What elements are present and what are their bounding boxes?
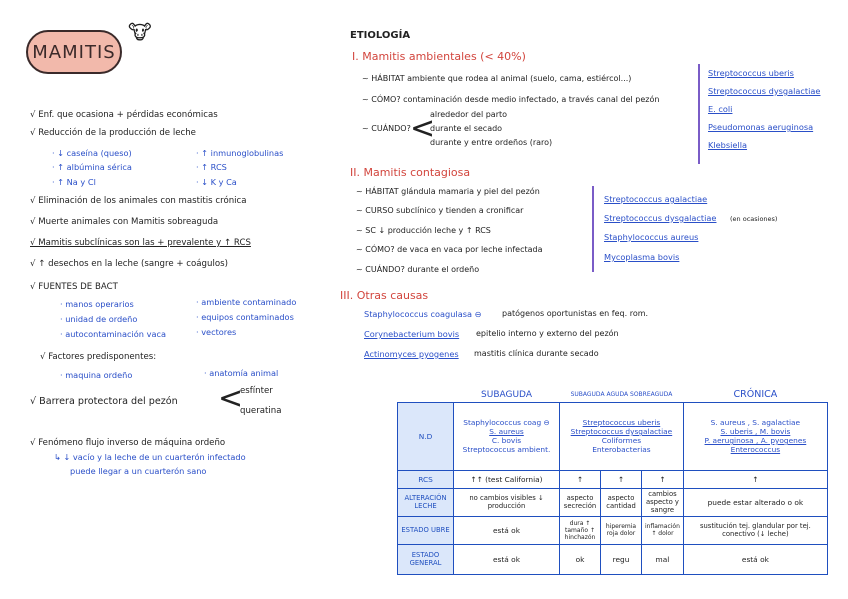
note-item: esfínter <box>240 386 273 396</box>
column-header: CRÓNICA <box>733 389 778 401</box>
section-title-ambientales: I. Mamitis ambientales (< 40%) <box>352 50 526 63</box>
note-item: · ambiente contaminado <box>196 297 297 307</box>
agent-name: Pseudomonas aeruginosa <box>708 122 814 132</box>
table-cell: S. aureus , S. agalactiae S. uberis , M. bovis P. aeruginosa , A. pyogenes Enterococcus <box>683 402 827 470</box>
note-line: √ Mamitis subclínicas son las + prevalente y ↑ RCS <box>30 238 251 248</box>
table-cell: puede estar alterado o ok <box>683 488 827 516</box>
table-cell: ↑↑ (test California) <box>454 470 560 488</box>
agent-name: E. coli <box>708 104 733 114</box>
table-cell: cambios aspecto y sangre <box>642 488 684 516</box>
column-header: SUBAGUDA <box>481 389 532 400</box>
note-line: ~ CURSO subclínico y tienden a cronificar <box>356 206 524 215</box>
agent-name: Mycoplasma bovis <box>604 252 680 262</box>
table-cell: ok <box>560 544 601 574</box>
table-cell: aspecto cantidad <box>601 488 642 516</box>
note-line: √ Reducción de la producción de leche <box>30 128 196 138</box>
table-cell: mal <box>642 544 684 574</box>
note-line: √ Barrera protectora del pezón <box>30 396 178 407</box>
note-item: · ↓ caseína (queso) <box>52 148 132 158</box>
note-item: mastitis clínica durante secado <box>474 349 599 358</box>
agent-name: Klebsiella <box>708 140 748 150</box>
note-line: √ Eliminación de los animales con mastitis crónica <box>30 196 247 206</box>
note-item: · ↑ albúmina sérica <box>52 162 132 172</box>
section-title-contagiosa: II. Mamitis contagiosa <box>350 166 471 179</box>
agent-name: Corynebacterium bovis <box>364 329 460 339</box>
row-header: ALTERACIÓN LECHE <box>398 488 454 516</box>
note-line: ~ HÁBITAT glándula mamaria y piel del pezón <box>356 187 540 196</box>
note-item: epitelio interno y externo del pezón <box>476 329 619 338</box>
comparison-table <box>397 388 828 575</box>
note-item: durante y entre ordeños (raro) <box>430 138 553 147</box>
row-header: N.D <box>398 402 454 470</box>
note-item: · autocontaminación vaca <box>60 329 166 339</box>
note-line: √ Enf. que ocasiona + pérdidas económicas <box>30 110 218 120</box>
note-line: √ FUENTES DE BACT <box>30 282 118 292</box>
table-cell: dura ↑ tamaño ↑ hinchazón <box>560 516 601 544</box>
note-line: ~ HÁBITAT ambiente que rodea al animal (suelo, cama, estiércol...) <box>362 74 632 83</box>
table-cell: regu <box>601 544 642 574</box>
cow-icon: 🐮 <box>128 20 152 44</box>
note-line: ~ CÓMO? de vaca en vaca por leche infectada <box>356 245 543 254</box>
note-item: · equipos contaminados <box>196 312 294 322</box>
table-cell: ↑ <box>601 470 642 488</box>
table-cell: Staphylococcus coag ⊖ S. aureus C. bovis Streptococcus ambient. <box>454 402 560 470</box>
note-item: durante el secado <box>430 124 503 133</box>
note-item: alrededor del parto <box>430 110 508 119</box>
note-item: · vectores <box>196 327 237 337</box>
note-line: √ Fenómeno flujo inverso de máquina ordeño <box>30 438 226 448</box>
agent-name: Streptococcus dysgalactiae <box>708 86 821 96</box>
note-item: · manos operarios <box>60 299 134 309</box>
table-cell: está ok <box>454 544 560 574</box>
table-cell: sustitución tej. glandular por tej. conectivo (↓ leche) <box>683 516 827 544</box>
agent-name: Streptococcus uberis <box>708 68 794 78</box>
table-cell: está ok <box>454 516 560 544</box>
note-line: √ Factores predisponentes: <box>40 352 157 362</box>
note-item: · ↓ K y Ca <box>196 177 237 187</box>
table-cell: ↑ <box>560 470 601 488</box>
page-title: MAMITIS <box>26 30 122 74</box>
agent-name: Staphylococcus aureus <box>604 232 699 242</box>
agent-name: Actinomyces pyogenes <box>364 349 459 359</box>
table-cell: aspecto secreción <box>560 488 601 516</box>
note-item: · ↑ Na y Cl <box>52 177 96 187</box>
brace-icon: < <box>218 381 244 416</box>
section-heading: ETIOLOGÍA <box>350 30 411 41</box>
divider <box>592 186 594 272</box>
row-header: ESTADO GENERAL <box>398 544 454 574</box>
note-line: √ Muerte animales con Mamitis sobreaguda <box>30 217 219 227</box>
agent-note: (en ocasiones) <box>730 215 778 223</box>
table-cell: Streptococcus uberis Streptococcus dysgalactiae Coliformes Enterobacterias <box>560 402 684 470</box>
agent-name: Streptococcus agalactiae <box>604 194 708 204</box>
note-line: ~ CUÁNDO? <box>362 124 411 133</box>
note-item: · anatomía animal <box>204 368 279 378</box>
note-item: · ↑ inmunoglobulinas <box>196 148 284 158</box>
agent-name: Staphylococcus coagulasa ⊖ <box>364 309 482 319</box>
table-cell: inflamación ↑ dolor <box>642 516 684 544</box>
agent-name: Streptococcus dysgalactiae <box>604 213 717 223</box>
table-cell: ↑ <box>642 470 684 488</box>
note-line: ~ CUÁNDO? durante el ordeño <box>356 265 480 274</box>
note-item: · maquina ordeño <box>60 370 133 380</box>
row-header: RCS <box>398 470 454 488</box>
note-item: patógenos oportunistas en feq. rom. <box>502 309 649 318</box>
note-item: puede llegar a un cuarterón sano <box>70 466 207 476</box>
note-item: ↳ ↓ vacío y la leche de un cuarterón infectado <box>54 452 246 462</box>
table-corner <box>398 388 454 402</box>
table-cell: no cambios visibles ↓ producción <box>454 488 560 516</box>
row-header: ESTADO UBRE <box>398 516 454 544</box>
note-item: · ↑ RCS <box>196 162 227 172</box>
table-cell: está ok <box>683 544 827 574</box>
note-item: queratina <box>240 406 282 416</box>
brace-icon: < <box>410 111 436 146</box>
table-cell: hiperemia roja dolor <box>601 516 642 544</box>
note-line: √ ↑ desechos en la leche (sangre + coágulos) <box>30 259 228 269</box>
divider <box>698 64 700 164</box>
note-item: · unidad de ordeño <box>60 314 138 324</box>
note-line: ~ CÓMO? contaminación desde medio infectado, a través canal del pezón <box>362 95 660 104</box>
note-line: ~ SC ↓ producción leche y ↑ RCS <box>356 226 491 235</box>
section-title-otras: III. Otras causas <box>340 289 429 302</box>
column-header: SUBAGUDA AGUDA SOBREAGUDA <box>570 391 673 399</box>
table-cell: ↑ <box>683 470 827 488</box>
